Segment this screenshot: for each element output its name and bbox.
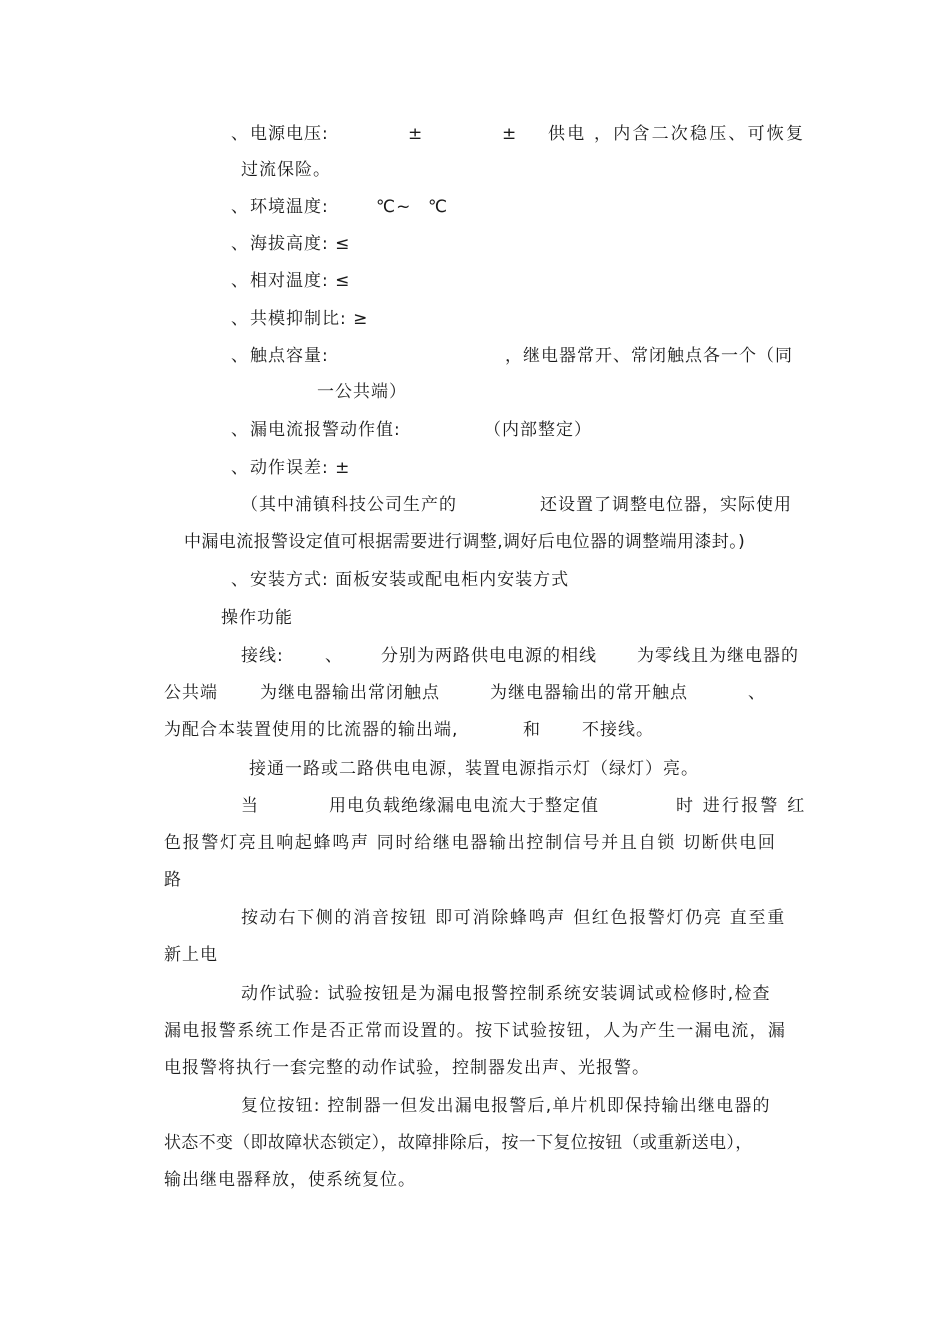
spec-install-label: 安装方式: 面板安装或配电柜内安装方式: [250, 570, 570, 590]
wiring-l2a: 公共端: [164, 683, 218, 703]
spec-contact-cont: 一公共端）: [317, 382, 407, 402]
wiring-label: 接线:: [241, 646, 284, 666]
mute-l2: 新上电: [164, 945, 218, 965]
spec-power-pm1: ±: [408, 124, 424, 144]
wiring-l3b: 和: [523, 720, 541, 740]
wiring-text2: 为零线且为继电器的: [637, 646, 799, 666]
spec-power-supply: 供电 ，内含二次稳压、可恢复: [548, 124, 806, 144]
spec-marker: 、: [231, 346, 249, 366]
spec-marker: 、: [231, 458, 249, 478]
spec-marker: 、: [231, 197, 249, 217]
spec-contact-value: ，继电器常开、常闭触点各一个（同: [505, 346, 793, 366]
wiring-text1: 分别为两路供电电源的相线: [381, 646, 597, 666]
note-cont: 中漏电流报警设定值可根据需要进行调整,调好后电位器的调整端用漆封。): [184, 532, 746, 552]
spec-temp-label: 环境温度:: [250, 197, 329, 217]
spec-humidity-label: 相对温度: ≤: [250, 271, 351, 291]
wiring-l2c: 为继电器输出的常开触点: [490, 683, 688, 703]
spec-leak-value: （内部整定）: [484, 420, 592, 440]
wiring-l2d: 、: [748, 683, 766, 703]
spec-contact-label: 触点容量:: [250, 346, 329, 366]
spec-power-pm2: ±: [502, 124, 518, 144]
spec-marker: 、: [231, 309, 249, 329]
power-on-text: 接通一路或二路供电电源，装置电源指示灯（绿灯）亮。: [249, 759, 699, 779]
spec-temp-unit2: ℃: [428, 197, 449, 217]
spec-marker: 、: [231, 420, 249, 440]
reset-l3: 输出继电器释放，使系统复位。: [164, 1170, 416, 1190]
spec-temp-unit1: ℃~: [376, 197, 412, 217]
spec-leak-label: 漏电流报警动作值:: [250, 420, 401, 440]
spec-marker: 、: [231, 234, 249, 254]
spec-marker: 、: [231, 271, 249, 291]
reset-l1: 复位按钮: 控制器一但发出漏电报警后,单片机即保持输出继电器的: [241, 1096, 771, 1116]
section-title: 操作功能: [221, 608, 293, 628]
note-part2: 还设置了调整电位器，实际使用: [540, 495, 792, 515]
test-l1: 动作试验: 试验按钮是为漏电报警控制系统安装调试或检修时,检查: [241, 984, 771, 1004]
alarm-l2: 色报警灯亮且响起蜂鸣声 同时给继电器输出控制信号并且自锁 切断供电回: [164, 833, 777, 853]
spec-altitude-label: 海拔高度: ≤: [250, 234, 351, 254]
wiring-l3a: 为配合本装置使用的比流器的输出端,: [164, 720, 459, 740]
note-part1: （其中浦镇科技公司生产的: [241, 495, 457, 515]
alarm-a3: 时 进行报警 红: [676, 796, 807, 816]
alarm-a2: 用电负载绝缘漏电电流大于整定值: [329, 796, 599, 816]
wiring-sep: 、: [325, 646, 343, 666]
spec-power-cont: 过流保险。: [241, 160, 331, 180]
alarm-l3: 路: [164, 870, 182, 890]
reset-l2: 状态不变（即故障状态锁定），故障排除后，按一下复位按钮（或重新送电），: [164, 1133, 753, 1153]
alarm-a1: 当: [241, 796, 259, 816]
spec-marker: 、: [231, 124, 249, 144]
spec-power-label: 电源电压:: [250, 124, 329, 144]
spec-marker: 、: [231, 570, 249, 590]
test-l2: 漏电报警系统工作是否正常而设置的。按下试验按钮，人为产生一漏电流，漏: [164, 1021, 787, 1041]
test-l3: 电报警将执行一套完整的动作试验，控制器发出声、光报警。: [164, 1058, 650, 1078]
wiring-l3c: 不接线。: [582, 720, 654, 740]
mute-l1: 按动右下侧的消音按钮 即可消除蜂鸣声 但红色报警灯仍亮 直至重: [241, 908, 786, 928]
spec-error-label: 动作误差: ±: [250, 458, 351, 478]
wiring-l2b: 为继电器输出常闭触点: [260, 683, 440, 703]
spec-cmrr-label: 共模抑制比: ≥: [250, 309, 369, 329]
